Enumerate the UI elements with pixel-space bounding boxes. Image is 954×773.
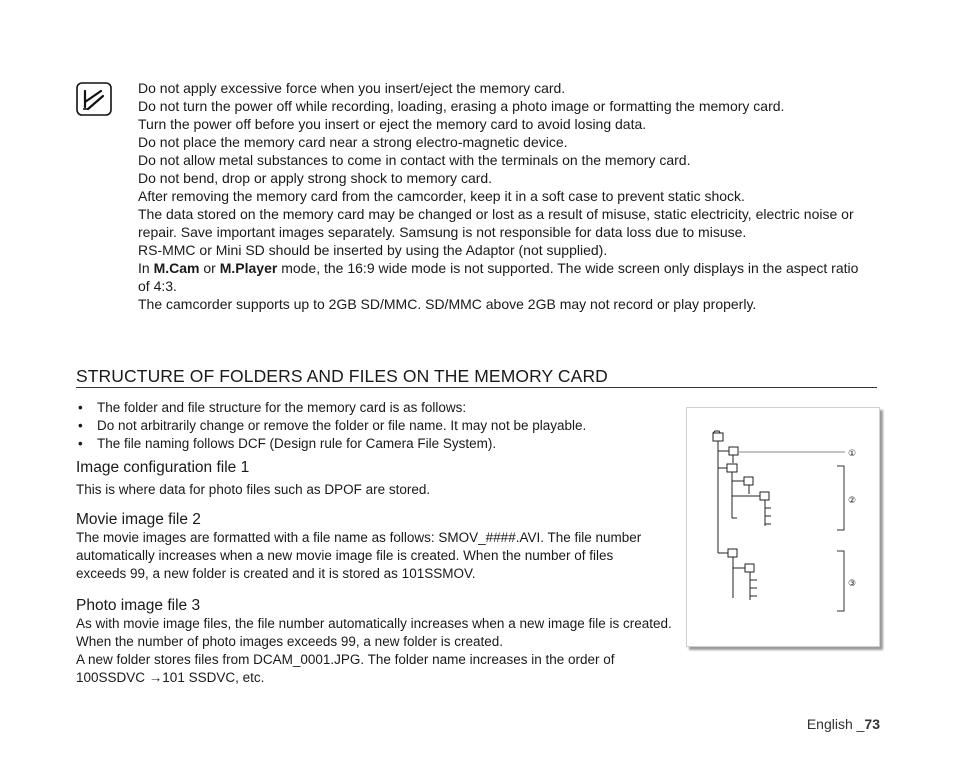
movie-text: The movie images are formatted with a file name as follows: SMOV_####.AVI. The file number automatically increases when a new movie image file is created. When the number of files exceeds 99, a new folder is created and it is stored as 101SSMOV. <box>76 530 642 581</box>
mplayer-label: M.Player <box>219 260 278 276</box>
mode-suffix: mode, the 16:9 wide mode is not supported. The wide screen only displays in the aspect ratio of 4:3. <box>138 260 859 294</box>
list-item <box>76 417 676 435</box>
folder-icon <box>713 433 723 441</box>
note-line-mode <box>138 259 868 295</box>
page-footer <box>807 716 880 732</box>
note-line: Do not place the memory card near a strong electro-magnetic device. <box>138 134 568 150</box>
photo-heading: Photo image file 3 <box>76 597 201 614</box>
note-line: The data stored on the memory card may be changed or lost as a result of misuse, static electricity, electric noise or repair. Save important images separately. Samsung is not responsible for data loss due to misuse. <box>138 206 854 240</box>
folder-tree <box>687 408 879 646</box>
note-icon <box>76 82 112 116</box>
marker-3: ③ <box>848 579 857 589</box>
folder-icon <box>760 492 769 500</box>
note-line: After removing the memory card from the camcorder, keep it in a soft case to prevent static shock. <box>138 188 745 204</box>
list-item <box>76 435 676 453</box>
bullet-dot: • <box>78 418 83 433</box>
bullet-text: The folder and file structure for the memory card is as follows: <box>97 400 467 415</box>
page-number: 73 <box>864 716 880 732</box>
movie-heading: Movie image file 2 <box>76 511 201 528</box>
mode-or: or <box>199 260 220 276</box>
folder-icon <box>728 549 737 557</box>
arrow-icon: → <box>148 670 163 685</box>
bullet-text: Do not arbitrarily change or remove the folder or file name. It may not be playable. <box>97 418 587 433</box>
photo-text-2-suffix: 101 SSDVC, etc. <box>162 670 265 685</box>
notes-list <box>138 79 868 313</box>
folder-icon <box>745 564 754 572</box>
folder-structure-diagram <box>686 407 880 647</box>
note-line: Do not apply excessive force when you insert/eject the memory card. <box>138 80 566 96</box>
image-config-text: This is where data for photo files such as DPOF are stored. <box>76 482 431 497</box>
marker-1: ① <box>848 449 857 459</box>
folder-icon <box>727 464 737 472</box>
mcam-label: M.Cam <box>153 260 200 276</box>
image-config-heading: Image configuration file 1 <box>76 459 250 476</box>
photo-text-2-prefix: A new folder stores files from DCAM_0001.JPG. The folder name increases in the order of 100SSDVC <box>76 652 615 685</box>
note-line: RS-MMC or Mini SD should be inserted by using the Adaptor (not supplied). <box>138 242 608 258</box>
bullet-list <box>76 399 676 453</box>
list-item <box>76 399 676 417</box>
photo-text-2 <box>76 651 681 687</box>
note-line: Do not allow metal substances to come in contact with the terminals on the memory card. <box>138 152 691 168</box>
marker-2: ② <box>848 496 857 506</box>
footer-language: English _ <box>806 716 865 732</box>
photo-text-1: As with movie image files, the file number automatically increases when a new image file is created. When the number of photo images exceeds 99, a new folder is created. <box>76 616 672 649</box>
mode-prefix: In <box>138 260 154 276</box>
bullet-dot: • <box>78 436 83 451</box>
folder-icon <box>729 447 738 455</box>
bullet-text: The file naming follows DCF (Design rule for Camera File System). <box>97 436 497 451</box>
note-line: Do not bend, drop or apply strong shock to memory card. <box>138 170 493 186</box>
note-line: Do not turn the power off while recording, loading, erasing a photo image or formatting the memory card. <box>138 98 785 114</box>
folder-icon <box>744 477 753 485</box>
bullet-dot: • <box>78 400 83 415</box>
note-line: Turn the power off before you insert or eject the memory card to avoid losing data. <box>138 116 647 132</box>
photo-text <box>76 615 681 687</box>
note-line: The camcorder supports up to 2GB SD/MMC. SD/MMC above 2GB may not record or play properly. <box>138 296 757 312</box>
section-title: STRUCTURE OF FOLDERS AND FILES ON THE MEMORY CARD <box>76 366 877 388</box>
